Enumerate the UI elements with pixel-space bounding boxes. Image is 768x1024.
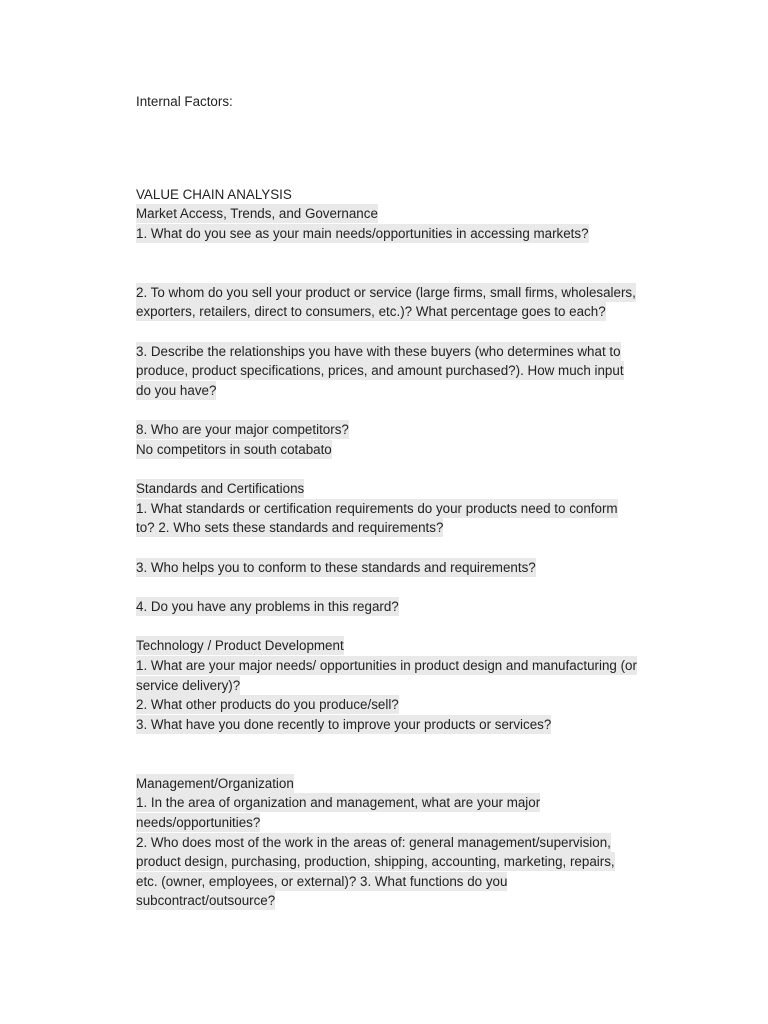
technology-question-1-line-1: 1. What are your major needs/ opportunities in product design and manufacturing (or <box>136 658 637 673</box>
technology-question-2: 2. What other products do you produce/sell? <box>136 697 399 712</box>
internal-factors-title: Internal Factors: <box>136 94 233 109</box>
market-question-8: 8. Who are your major competitors? <box>136 422 349 437</box>
value-chain-heading: VALUE CHAIN ANALYSIS <box>136 187 292 202</box>
market-question-3-line-2: produce, product specifications, prices, and amount purchased?). How much input <box>136 363 624 378</box>
standards-question-4: 4. Do you have any problems in this regard? <box>136 599 399 614</box>
technology-question-1-line-2: service delivery)? <box>136 678 241 693</box>
market-section-heading: Market Access, Trends, and Governance <box>136 206 378 221</box>
standards-question-1-line-2: to? 2. Who sets these standards and requirements? <box>136 520 444 535</box>
management-question-2-line-4: subcontract/outsource? <box>136 893 276 908</box>
management-question-2-line-3: etc. (owner, employees, or external)? 3. What functions do you <box>136 874 508 889</box>
management-section-heading: Management/Organization <box>136 776 294 791</box>
management-question-1-line-2: needs/opportunities? <box>136 815 261 830</box>
market-question-2-line-1: 2. To whom do you sell your product or service (large firms, small firms, wholesalers, <box>136 285 636 300</box>
market-question-1: 1. What do you see as your main needs/opportunities in accessing markets? <box>136 226 589 241</box>
technology-section-heading: Technology / Product Development <box>136 638 344 653</box>
market-question-8-answer: No competitors in south cotabato <box>136 442 332 457</box>
standards-question-1-line-1: 1. What standards or certification requirements do your products need to conform <box>136 501 618 516</box>
management-question-2-line-2: product design, purchasing, production, shipping, accounting, marketing, repairs, <box>136 854 615 869</box>
market-question-3-line-3: do you have? <box>136 383 217 398</box>
management-question-2-line-1: 2. Who does most of the work in the areas of: general management/supervision, <box>136 835 611 850</box>
technology-question-3: 3. What have you done recently to improve your products or services? <box>136 717 552 732</box>
market-question-2-line-2: exporters, retailers, direct to consumers, etc.)? What percentage goes to each? <box>136 304 606 319</box>
standards-question-3: 3. Who helps you to conform to these standards and requirements? <box>136 560 536 575</box>
standards-section-heading: Standards and Certifications <box>136 481 305 496</box>
management-question-1-line-1: 1. In the area of organization and management, what are your major <box>136 795 541 810</box>
market-question-3-line-1: 3. Describe the relationships you have with these buyers (who determines what to <box>136 344 621 359</box>
